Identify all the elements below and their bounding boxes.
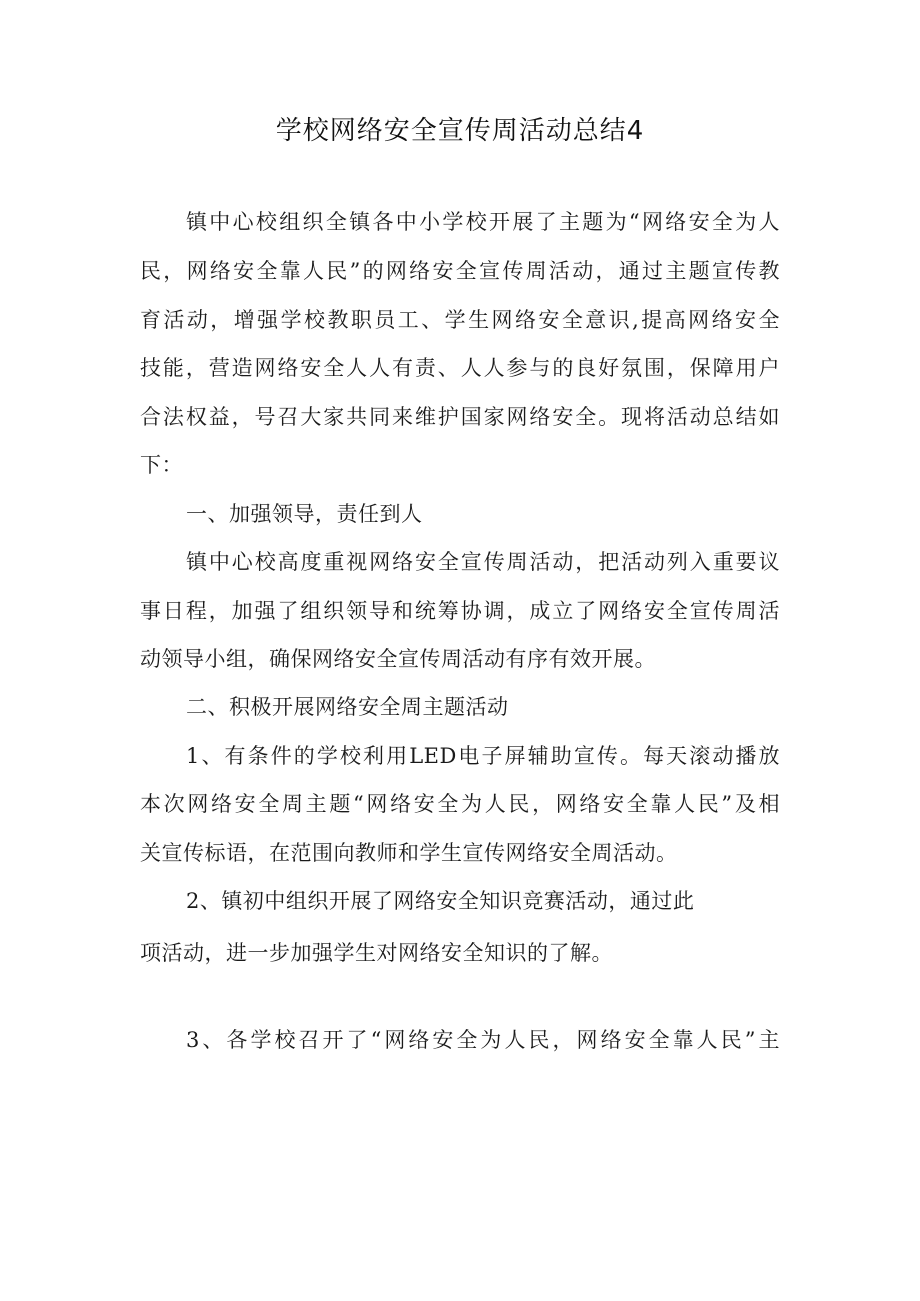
paragraph-line: 镇中心校高度重视网络安全宣传周活动，把活动列入重要议 [186,550,780,574]
paragraph-line: 动领导小组，确保网络安全宣传周活动有序有效开展。 [140,647,656,671]
paragraph-line: 育活动，增强学校教职员工、学生网络安全意识,提高网络安全 [140,308,780,332]
paragraph-line: 合法权益，号召大家共同来维护国家网络安全。现将活动总结如 [140,405,780,429]
paragraph-line: 项活动，进一步加强学生对网络安全知识的了解。 [140,941,613,965]
paragraph-line: 1、有条件的学校利用LED电子屏辅助宣传。每天滚动播放 [186,744,780,768]
paragraph-line: 3、各学校召开了“网络安全为人民，网络安全靠人民”主 [186,1028,780,1052]
paragraph-line: 关宣传标语，在范围向教师和学生宣传网络安全周活动。 [140,841,678,865]
paragraph-line: 技能，营造网络安全人人有责、人人参与的良好氛围，保障用户 [140,356,780,380]
paragraph-line: 2、镇初中组织开展了网络安全知识竞赛活动，通过此 [186,889,695,913]
section-heading: 二、积极开展网络安全周主题活动 [186,695,509,719]
section-heading: 一、加强领导，责任到人 [186,502,423,526]
paragraph-line: 事日程，加强了组织领导和统筹协调，成立了网络安全宣传周活 [140,599,780,623]
paragraph-line: 民，网络安全靠人民”的网络安全宣传周活动，通过主题宣传教 [140,259,780,283]
document-title: 学校网络安全宣传周活动总结4 [275,116,645,146]
paragraph-line: 镇中心校组织全镇各中小学校开展了主题为“网络安全为人 [186,210,780,234]
paragraph-line: 下： [140,453,183,477]
paragraph-line: 本次网络安全周主题“网络安全为人民，网络安全靠人民”及相 [140,792,780,816]
